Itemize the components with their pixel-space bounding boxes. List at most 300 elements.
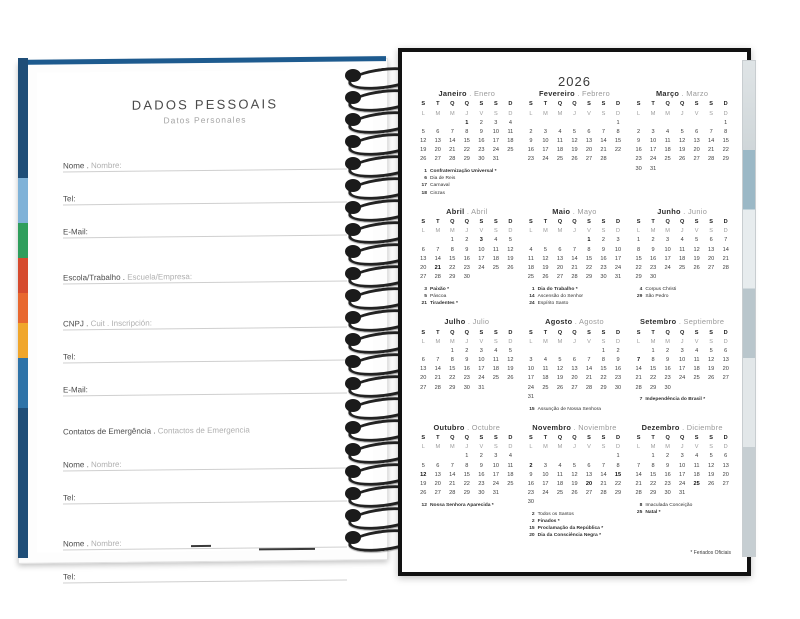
day-cell bbox=[474, 273, 489, 282]
weekday-pt: S bbox=[694, 329, 699, 336]
day-cell: 6 bbox=[587, 462, 591, 469]
day-cell: 25 bbox=[556, 490, 564, 497]
weekday-es: S bbox=[709, 228, 714, 235]
week-row bbox=[631, 164, 733, 173]
weekday-pt: S bbox=[587, 219, 591, 226]
weekday-pt: S bbox=[587, 329, 591, 336]
week-row bbox=[631, 236, 733, 245]
day-cell: 15 bbox=[722, 138, 729, 145]
week-row bbox=[524, 273, 626, 282]
day-cell: 19 bbox=[507, 366, 514, 373]
day-cell: 24 bbox=[664, 264, 671, 271]
holiday-name: Páscoa bbox=[430, 293, 447, 299]
day-cell bbox=[524, 347, 539, 356]
week-row bbox=[524, 470, 626, 479]
day-cell: 19 bbox=[693, 255, 700, 262]
day-cell: 15 bbox=[449, 255, 456, 262]
day-cell: 14 bbox=[449, 138, 456, 145]
day-cell: 1 bbox=[587, 237, 591, 244]
weekday-es: M bbox=[557, 110, 563, 117]
month-holidays bbox=[416, 168, 518, 196]
day-cell: 23 bbox=[527, 156, 535, 163]
weekday-es: S bbox=[601, 228, 606, 235]
day-cell: 8 bbox=[651, 462, 655, 469]
day-cell: 14 bbox=[571, 255, 578, 262]
week-row bbox=[631, 452, 733, 461]
day-cell: 2 bbox=[479, 119, 483, 126]
day-cell bbox=[582, 498, 597, 507]
form-field-emergency-1[interactable] bbox=[63, 477, 347, 504]
day-cell: 23 bbox=[463, 264, 470, 271]
holiday-day: 1 bbox=[424, 169, 427, 175]
day-cell: 14 bbox=[600, 471, 607, 478]
day-cell: 15 bbox=[649, 471, 657, 478]
form-field-personal-5[interactable] bbox=[63, 336, 347, 363]
day-cell: 21 bbox=[722, 255, 729, 262]
day-cell: 27 bbox=[708, 264, 715, 271]
day-cell: 26 bbox=[542, 274, 549, 281]
holiday-day: 4 bbox=[639, 286, 643, 292]
day-cell: 12 bbox=[571, 138, 578, 145]
day-cell bbox=[596, 118, 611, 127]
day-cell: 13 bbox=[420, 255, 427, 262]
holiday-entry bbox=[524, 532, 626, 539]
day-cell: 10 bbox=[679, 357, 686, 364]
day-cell bbox=[567, 392, 582, 401]
day-cell: 1 bbox=[637, 237, 641, 244]
week-row bbox=[631, 118, 733, 127]
day-cell: 3 bbox=[666, 237, 670, 244]
day-cell: 15 bbox=[585, 255, 593, 262]
day-cell: 27 bbox=[722, 375, 729, 382]
day-cell: 16 bbox=[649, 255, 657, 262]
week-row bbox=[631, 480, 733, 489]
form-field-emergency-0[interactable] bbox=[63, 444, 347, 471]
weekday-es: J bbox=[465, 338, 469, 345]
day-cell: 18 bbox=[507, 471, 514, 478]
day-cell: 3 bbox=[616, 237, 620, 244]
day-cell: 7 bbox=[601, 462, 606, 469]
day-cell: 18 bbox=[542, 375, 549, 382]
weekday-es: J bbox=[573, 110, 576, 117]
day-cell: 31 bbox=[649, 165, 657, 172]
day-cell: 26 bbox=[708, 375, 715, 382]
weekday-pt: S bbox=[601, 435, 606, 442]
weekday-es: D bbox=[508, 110, 513, 117]
week-row bbox=[631, 137, 733, 146]
day-cell bbox=[631, 452, 646, 461]
day-cell bbox=[689, 489, 704, 498]
calendar-months bbox=[402, 89, 747, 541]
weekday-pt: S bbox=[694, 219, 699, 226]
day-cell bbox=[704, 383, 719, 392]
day-cell: 3 bbox=[479, 347, 483, 354]
day-cell: 8 bbox=[450, 357, 454, 364]
day-cell: 4 bbox=[543, 357, 547, 364]
left-page-dados-pessoais bbox=[18, 58, 388, 582]
day-cell: 28 bbox=[600, 156, 607, 163]
weekday-pt: T bbox=[651, 219, 655, 226]
day-cell: 8 bbox=[465, 462, 469, 469]
day-cell: 18 bbox=[492, 255, 499, 262]
weekday-pt: S bbox=[479, 101, 484, 108]
weekday-pt: S bbox=[421, 219, 426, 226]
day-cell: 1 bbox=[724, 119, 728, 126]
day-cell: 7 bbox=[436, 357, 440, 364]
day-cell: 14 bbox=[708, 138, 715, 145]
day-cell: 14 bbox=[585, 366, 593, 373]
week-row bbox=[524, 498, 626, 507]
calendar-month-8 bbox=[524, 317, 626, 412]
weekday-pt: Q bbox=[679, 219, 685, 226]
weekday-es: J bbox=[465, 110, 469, 117]
weekday-es: J bbox=[680, 444, 684, 451]
day-cell: 26 bbox=[507, 375, 514, 382]
day-cell: 2 bbox=[637, 128, 641, 135]
day-cell: 22 bbox=[463, 480, 470, 487]
weekday-pt: S bbox=[636, 329, 641, 336]
holiday-entry bbox=[416, 175, 518, 182]
holiday-name: Espírito Santo bbox=[537, 301, 569, 307]
form-field-personal-6[interactable] bbox=[63, 369, 347, 396]
month-grid bbox=[524, 218, 626, 282]
day-cell bbox=[538, 392, 553, 401]
day-cell: 17 bbox=[492, 471, 499, 478]
day-cell: 26 bbox=[679, 156, 686, 163]
holiday-entry bbox=[524, 511, 626, 518]
weekday-es: V bbox=[694, 338, 699, 345]
weekday-es: M bbox=[650, 228, 656, 235]
day-cell: 15 bbox=[635, 255, 642, 262]
holiday-name: Tiradentes * bbox=[430, 301, 458, 307]
day-cell: 11 bbox=[693, 357, 700, 364]
day-cell: 16 bbox=[478, 138, 485, 145]
day-cell: 9 bbox=[637, 138, 641, 145]
weekday-es: J bbox=[573, 444, 576, 451]
weekday-pt: S bbox=[479, 435, 484, 442]
day-cell: 21 bbox=[600, 480, 607, 487]
day-cell: 6 bbox=[436, 128, 440, 135]
form-field-label: Nome . Nombre: bbox=[63, 160, 122, 171]
weekday-es: M bbox=[557, 338, 563, 345]
day-cell: 10 bbox=[614, 246, 622, 253]
weekday-es: D bbox=[723, 338, 728, 345]
day-cell: 23 bbox=[463, 375, 470, 382]
weekday-pt: S bbox=[709, 101, 714, 108]
weekday-pt: T bbox=[651, 435, 655, 442]
emergency-fields bbox=[37, 444, 373, 593]
day-cell: 31 bbox=[492, 156, 499, 163]
form-field-personal-0[interactable] bbox=[63, 145, 347, 172]
day-cell: 30 bbox=[614, 384, 622, 391]
day-cell: 3 bbox=[543, 462, 547, 469]
month-name: Maio . Mayo bbox=[552, 206, 597, 216]
weekday-es: M bbox=[543, 228, 548, 235]
day-cell: 20 bbox=[420, 264, 427, 271]
holiday-day: 3 bbox=[424, 286, 427, 292]
day-cell bbox=[611, 498, 626, 507]
holiday-entry bbox=[416, 293, 518, 300]
day-cell: 12 bbox=[420, 471, 427, 478]
day-cell: 30 bbox=[635, 165, 642, 172]
day-cell bbox=[416, 118, 431, 127]
day-cell: 30 bbox=[478, 156, 485, 163]
weekday-pt: Q bbox=[572, 101, 577, 108]
calendar-month-3 bbox=[631, 89, 733, 197]
day-cell bbox=[689, 118, 704, 127]
day-cell: 9 bbox=[479, 128, 483, 135]
day-cell bbox=[718, 383, 733, 392]
day-cell: 7 bbox=[450, 128, 454, 135]
day-cell: 14 bbox=[434, 255, 441, 262]
weekday-es: S bbox=[601, 110, 606, 117]
day-cell: 8 bbox=[601, 357, 606, 364]
weekday-es: M bbox=[435, 228, 441, 235]
color-tab-strip bbox=[18, 58, 28, 558]
month-grid bbox=[631, 218, 733, 282]
day-cell: 14 bbox=[635, 471, 642, 478]
weekday-es: V bbox=[694, 110, 699, 117]
weekday-es: M bbox=[449, 228, 455, 235]
week-row bbox=[524, 383, 626, 392]
day-cell: 28 bbox=[708, 156, 715, 163]
weekday-es: M bbox=[557, 444, 563, 451]
day-cell: 20 bbox=[434, 480, 441, 487]
day-cell: 19 bbox=[420, 480, 427, 487]
day-cell: 15 bbox=[600, 366, 607, 373]
calendar-month-4 bbox=[416, 207, 518, 308]
day-cell: 21 bbox=[585, 375, 593, 382]
day-cell: 20 bbox=[571, 375, 578, 382]
day-cell: 9 bbox=[529, 471, 533, 478]
day-cell: 29 bbox=[585, 274, 593, 281]
weekday-es: M bbox=[543, 338, 548, 345]
day-cell: 17 bbox=[679, 366, 686, 373]
holiday-name: Imaculada Conceição bbox=[645, 502, 693, 508]
day-cell bbox=[445, 452, 460, 461]
day-cell: 8 bbox=[651, 357, 655, 364]
form-field-label: Tel: bbox=[63, 352, 76, 362]
month-name: Agosto . Agosto bbox=[545, 317, 604, 327]
day-cell: 6 bbox=[724, 347, 728, 354]
form-field-personal-3[interactable] bbox=[63, 257, 347, 284]
weekday-es: J bbox=[680, 338, 684, 345]
holiday-entry bbox=[416, 190, 518, 197]
holiday-name: Todos os Santos bbox=[537, 512, 574, 518]
day-cell: 14 bbox=[600, 138, 607, 145]
weekday-es: J bbox=[573, 338, 576, 345]
holiday-day: 15 bbox=[529, 406, 535, 412]
day-cell: 27 bbox=[571, 384, 578, 391]
day-cell: 24 bbox=[492, 147, 499, 154]
day-cell: 8 bbox=[724, 128, 728, 135]
weekday-pt: S bbox=[694, 101, 699, 108]
day-cell: 18 bbox=[556, 147, 564, 154]
week-row bbox=[416, 245, 518, 254]
weekday-pt: D bbox=[508, 101, 513, 108]
weekday-es: M bbox=[449, 444, 455, 451]
month-holidays bbox=[524, 406, 626, 413]
day-cell: 9 bbox=[529, 138, 533, 145]
weekday-pt: Q bbox=[665, 219, 670, 226]
day-cell: 6 bbox=[587, 128, 591, 135]
holiday-name: Carnaval bbox=[430, 183, 450, 189]
week-row bbox=[524, 347, 626, 356]
day-cell: 4 bbox=[494, 347, 498, 354]
day-cell: 2 bbox=[601, 237, 606, 244]
day-cell bbox=[631, 118, 646, 127]
weekday-pt: D bbox=[616, 329, 621, 336]
month-name: Outubro . Octubre bbox=[433, 422, 501, 432]
day-cell bbox=[445, 118, 460, 127]
day-cell: 17 bbox=[679, 471, 686, 478]
day-cell: 24 bbox=[679, 375, 686, 382]
day-cell: 20 bbox=[722, 366, 729, 373]
form-field-personal-1[interactable] bbox=[63, 178, 347, 205]
day-cell bbox=[631, 347, 646, 356]
day-cell: 29 bbox=[463, 156, 470, 163]
week-row bbox=[631, 155, 733, 164]
day-cell: 27 bbox=[556, 274, 564, 281]
weekday-pt: D bbox=[723, 101, 728, 108]
weekday-es: S bbox=[493, 338, 498, 345]
day-cell: 7 bbox=[637, 357, 641, 364]
weekday-pt: S bbox=[587, 435, 591, 442]
weekday-pt: T bbox=[651, 101, 655, 108]
day-cell: 13 bbox=[434, 471, 441, 478]
day-cell: 29 bbox=[722, 156, 729, 163]
day-cell: 20 bbox=[693, 147, 700, 154]
day-cell: 21 bbox=[708, 147, 715, 154]
day-cell: 5 bbox=[680, 128, 684, 135]
weekday-pt: S bbox=[421, 435, 426, 442]
weekday-es: J bbox=[573, 228, 576, 235]
month-name: Julho . Julio bbox=[444, 317, 490, 327]
week-row bbox=[416, 146, 518, 155]
month-grid bbox=[631, 434, 733, 498]
day-cell: 25 bbox=[507, 147, 514, 154]
day-cell: 24 bbox=[542, 490, 549, 497]
day-cell: 9 bbox=[465, 357, 469, 364]
day-cell: 12 bbox=[556, 366, 564, 373]
day-cell: 22 bbox=[614, 480, 622, 487]
day-cell: 1 bbox=[450, 347, 454, 354]
day-cell: 24 bbox=[649, 156, 657, 163]
form-field-label: Escola/Trabalho . Escuela/Empresa: bbox=[63, 272, 193, 283]
day-cell bbox=[675, 383, 690, 392]
day-cell: 6 bbox=[572, 357, 577, 364]
day-cell: 11 bbox=[664, 138, 671, 145]
weekday-pt: Q bbox=[665, 435, 670, 442]
week-row bbox=[416, 128, 518, 137]
form-field-label: E-Mail: bbox=[63, 385, 88, 395]
day-cell: 27 bbox=[585, 490, 593, 497]
weekday-es: S bbox=[601, 444, 606, 451]
weekday-pt: Q bbox=[557, 101, 563, 108]
day-cell: 5 bbox=[709, 347, 713, 354]
day-cell: 15 bbox=[463, 471, 470, 478]
day-cell: 1 bbox=[465, 453, 469, 460]
week-row bbox=[416, 461, 518, 470]
day-cell: 28 bbox=[449, 490, 456, 497]
holiday-entry bbox=[631, 502, 733, 509]
day-cell bbox=[503, 273, 518, 282]
day-cell bbox=[431, 452, 446, 461]
day-cell: 17 bbox=[478, 366, 485, 373]
week-row bbox=[524, 118, 626, 127]
day-cell: 20 bbox=[585, 480, 593, 487]
weekday-es: S bbox=[709, 338, 714, 345]
calendar-month-6 bbox=[631, 207, 733, 308]
week-row bbox=[631, 245, 733, 254]
day-cell: 12 bbox=[693, 246, 700, 253]
day-cell: 23 bbox=[664, 375, 671, 382]
day-cell: 9 bbox=[666, 357, 670, 364]
day-cell bbox=[553, 347, 568, 356]
day-cell: 29 bbox=[614, 490, 622, 497]
month-name: Setembro . Septiembre bbox=[639, 317, 725, 327]
day-cell: 2 bbox=[465, 237, 469, 244]
day-cell: 20 bbox=[585, 147, 593, 154]
day-cell: 26 bbox=[556, 384, 564, 391]
day-cell: 25 bbox=[527, 274, 535, 281]
holiday-name: Dia de Reis bbox=[430, 176, 456, 182]
form-field-personal-2[interactable] bbox=[63, 211, 347, 238]
day-cell: 23 bbox=[635, 156, 642, 163]
weekday-pt: Q bbox=[679, 101, 685, 108]
weekday-pt: D bbox=[723, 435, 728, 442]
day-cell: 22 bbox=[635, 264, 642, 271]
weekday-pt: Q bbox=[450, 435, 455, 442]
emergency-label-es: Contactos de Emergencia bbox=[157, 425, 250, 436]
weekday-pt: D bbox=[616, 219, 621, 226]
day-cell: 5 bbox=[508, 237, 512, 244]
holiday-name: Dia da Consciência Negra * bbox=[537, 533, 601, 539]
day-cell bbox=[431, 236, 446, 245]
holiday-entry bbox=[524, 525, 626, 532]
weekday-pt: D bbox=[508, 435, 513, 442]
day-cell bbox=[646, 118, 661, 127]
day-cell: 27 bbox=[693, 156, 700, 163]
day-cell bbox=[582, 347, 597, 356]
day-cell: 5 bbox=[421, 462, 425, 469]
day-cell: 26 bbox=[420, 490, 427, 497]
form-field-personal-4[interactable] bbox=[63, 303, 347, 330]
day-cell: 6 bbox=[709, 237, 713, 244]
weekday-es: V bbox=[587, 228, 591, 235]
day-cell: 11 bbox=[557, 471, 563, 478]
day-cell: 23 bbox=[527, 490, 535, 497]
day-cell: 11 bbox=[492, 357, 499, 364]
weekday-pt: S bbox=[493, 435, 498, 442]
day-cell: 11 bbox=[507, 462, 514, 469]
left-page-inner bbox=[37, 69, 373, 582]
weekday-pt: Q bbox=[572, 435, 577, 442]
weekday-pt: Q bbox=[464, 219, 469, 226]
week-row bbox=[631, 374, 733, 383]
day-cell bbox=[567, 118, 582, 127]
weekday-es: S bbox=[601, 338, 606, 345]
day-cell: 4 bbox=[558, 462, 562, 469]
day-cell: 19 bbox=[708, 471, 715, 478]
day-cell: 19 bbox=[571, 480, 578, 487]
weekday-es: S bbox=[709, 110, 714, 117]
form-field-emergency-3[interactable] bbox=[63, 556, 347, 583]
weekday-es: D bbox=[616, 110, 621, 117]
month-grid bbox=[416, 328, 518, 392]
weekday-pt: Q bbox=[572, 219, 577, 226]
day-cell: 27 bbox=[434, 490, 441, 497]
